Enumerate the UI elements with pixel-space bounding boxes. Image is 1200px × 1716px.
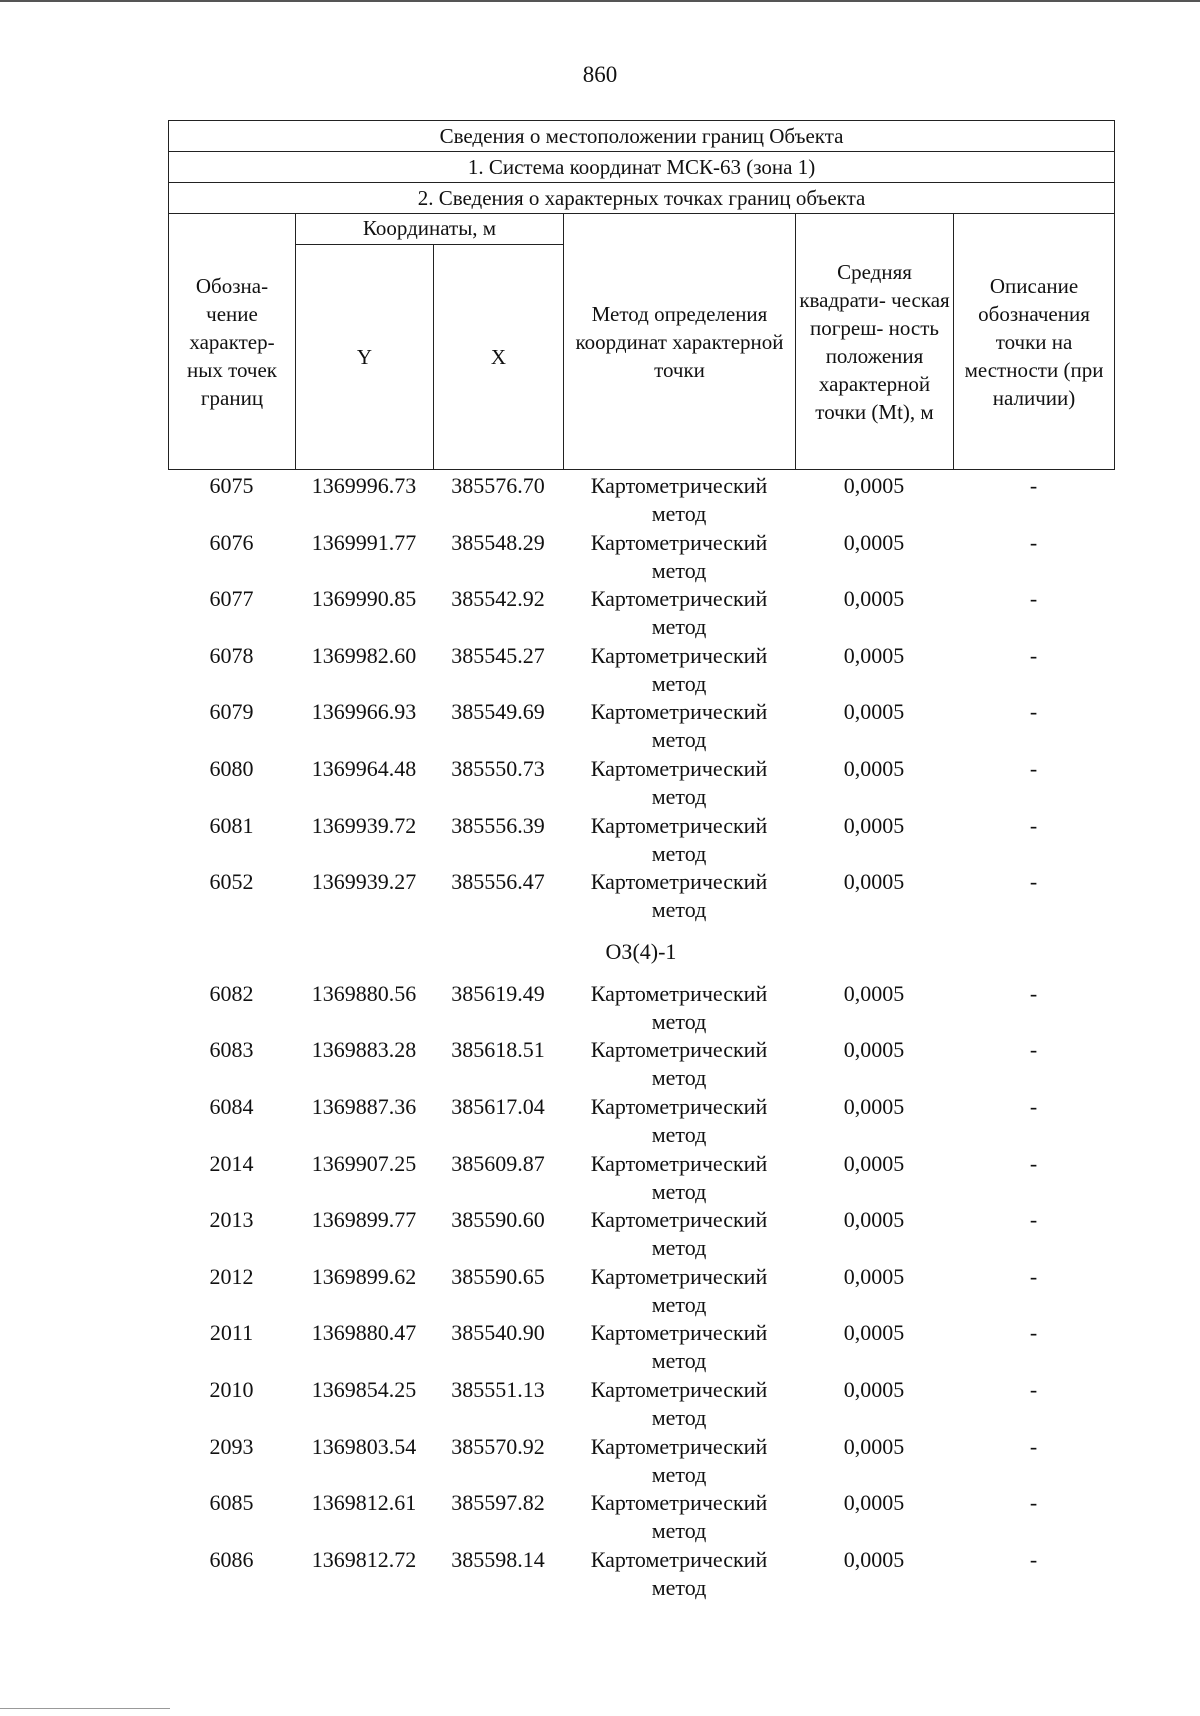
point-id-cell: 6084 <box>209 1093 254 1119</box>
col-header-coordinates: Координаты, м <box>296 214 564 245</box>
top-border-line <box>0 0 1200 2</box>
method-cell: Картометрический метод <box>590 1433 768 1487</box>
coord-y-cell: 1369990.85 <box>311 586 417 612</box>
error-cell: 0,0005 <box>843 529 905 555</box>
error-cell: 0,0005 <box>843 755 905 781</box>
error-cell: 0,0005 <box>843 1093 905 1119</box>
rows-group-a <box>168 472 1114 925</box>
coord-x-cell: 385545.27 <box>451 642 545 668</box>
point-id-cell: 6080 <box>209 755 254 781</box>
table-row <box>168 1319 1114 1376</box>
method-cell: Картометрический метод <box>590 1320 768 1374</box>
point-id-cell: 2010 <box>209 1376 254 1402</box>
point-id-cell: 6083 <box>209 1037 254 1063</box>
point-id-cell: 6081 <box>209 812 254 838</box>
method-cell: Картометрический метод <box>590 1207 768 1261</box>
point-id-cell: 6079 <box>209 699 254 725</box>
coord-x-cell: 385540.90 <box>451 1320 545 1346</box>
error-cell: 0,0005 <box>843 1207 905 1233</box>
error-cell: 0,0005 <box>843 812 905 838</box>
table-row <box>168 1433 1114 1490</box>
error-cell: 0,0005 <box>843 869 905 895</box>
method-cell: Картометрический метод <box>590 1490 768 1544</box>
point-id-cell: 6086 <box>209 1546 254 1572</box>
error-cell: 0,0005 <box>843 1150 905 1176</box>
point-id-cell: 2011 <box>209 1320 254 1346</box>
coordinates-header-table <box>168 120 1115 470</box>
coord-x-cell: 385618.51 <box>451 1037 545 1063</box>
error-cell: 0,0005 <box>843 1037 905 1063</box>
coord-y-cell: 1369899.62 <box>311 1263 417 1289</box>
coord-y-cell: 1369812.72 <box>311 1546 417 1572</box>
description-cell: - <box>1029 1037 1038 1063</box>
coord-y-cell: 1369887.36 <box>311 1093 417 1119</box>
method-cell: Картометрический метод <box>590 1546 768 1600</box>
description-cell: - <box>1029 812 1038 838</box>
description-cell: - <box>1029 869 1038 895</box>
table-row <box>168 698 1114 755</box>
table-row <box>168 642 1114 699</box>
col-header-description: Описание обозначения точки на местности (при наличии) <box>954 214 1115 470</box>
coord-y-cell: 1369803.54 <box>311 1433 417 1459</box>
coord-x-cell: 385556.47 <box>451 869 545 895</box>
coord-y-cell: 1369883.28 <box>311 1037 417 1063</box>
description-cell: - <box>1029 642 1038 668</box>
table-row <box>168 1263 1114 1320</box>
method-cell: Картометрический метод <box>590 1150 768 1204</box>
point-id-cell: 2093 <box>209 1433 254 1459</box>
method-cell: Картометрический метод <box>590 586 768 640</box>
method-cell: Картометрический метод <box>590 1263 768 1317</box>
method-cell: Картометрический метод <box>590 980 768 1034</box>
coord-y-cell: 1369966.93 <box>311 699 417 725</box>
coord-x-cell: 385556.39 <box>451 812 545 838</box>
method-cell: Картометрический метод <box>590 473 768 526</box>
description-cell: - <box>1029 980 1038 1006</box>
description-cell: - <box>1029 1263 1038 1289</box>
coord-x-cell: 385550.73 <box>451 755 545 781</box>
table-row <box>168 1093 1114 1150</box>
coord-x-cell: 385548.29 <box>451 529 545 555</box>
method-cell: Картометрический метод <box>590 812 768 866</box>
description-cell: - <box>1029 1490 1038 1516</box>
table-row <box>168 755 1114 812</box>
error-cell: 0,0005 <box>843 1433 905 1459</box>
coord-x-cell: 385570.92 <box>451 1433 545 1459</box>
point-id-cell: 6078 <box>209 642 254 668</box>
table-row <box>168 1206 1114 1263</box>
coord-x-cell: 385609.87 <box>451 1150 545 1176</box>
rows-group-b <box>168 980 1114 1603</box>
table-row <box>168 1150 1114 1207</box>
description-cell: - <box>1029 1093 1038 1119</box>
table-row <box>168 1546 1114 1603</box>
description-cell: - <box>1029 473 1038 498</box>
point-id-cell: 6077 <box>209 586 254 612</box>
method-cell: Картометрический метод <box>590 1093 768 1147</box>
coord-y-cell: 1369899.77 <box>311 1207 417 1233</box>
method-cell: Картометрический метод <box>590 642 768 696</box>
bottom-edge-line <box>0 1708 170 1709</box>
coord-y-cell: 1369964.48 <box>311 755 417 781</box>
coord-x-cell: 385597.82 <box>451 1490 545 1516</box>
method-cell: Картометрический метод <box>590 755 768 809</box>
table-row <box>168 529 1114 586</box>
section-label: ОЗ(4)-1 <box>605 939 677 965</box>
point-id-cell: 6075 <box>209 473 254 498</box>
point-id-cell: 6052 <box>209 869 254 895</box>
method-cell: Картометрический метод <box>590 699 768 753</box>
description-cell: - <box>1029 1320 1038 1346</box>
point-id-cell: 2013 <box>209 1207 254 1233</box>
method-cell: Картометрический метод <box>590 1376 768 1430</box>
coord-y-cell: 1369991.77 <box>311 529 417 555</box>
coord-x-cell: 385619.49 <box>451 980 545 1006</box>
coord-y-cell: 1369880.56 <box>311 980 417 1006</box>
description-cell: - <box>1029 1207 1038 1233</box>
description-cell: - <box>1029 529 1038 555</box>
description-cell: - <box>1029 586 1038 612</box>
col-header-error: Средняя квадрати- ческая погреш- ность положения характерной точки (Mt), м <box>796 214 954 470</box>
error-cell: 0,0005 <box>843 980 905 1006</box>
error-cell: 0,0005 <box>843 1546 905 1572</box>
point-id-cell: 6082 <box>209 980 254 1006</box>
table-row <box>168 812 1114 869</box>
col-header-y: Y <box>296 245 434 470</box>
description-cell: - <box>1029 1546 1038 1572</box>
coord-x-cell: 385576.70 <box>451 473 545 498</box>
method-cell: Картометрический метод <box>590 1037 768 1091</box>
description-cell: - <box>1029 1376 1038 1402</box>
table-row <box>168 1489 1114 1546</box>
error-cell: 0,0005 <box>843 642 905 668</box>
coord-y-cell: 1369907.25 <box>311 1150 417 1176</box>
coord-y-cell: 1369996.73 <box>311 473 417 498</box>
error-cell: 0,0005 <box>843 1490 905 1516</box>
coord-x-cell: 385549.69 <box>451 699 545 725</box>
method-cell: Картометрический метод <box>590 869 768 923</box>
coord-x-cell: 385590.60 <box>451 1207 545 1233</box>
coord-y-cell: 1369939.27 <box>311 869 417 895</box>
table-row <box>168 1376 1114 1433</box>
error-cell: 0,0005 <box>843 586 905 612</box>
coord-y-cell: 1369880.47 <box>311 1320 417 1346</box>
section-group <box>168 925 1114 980</box>
description-cell: - <box>1029 755 1038 781</box>
error-cell: 0,0005 <box>843 1320 905 1346</box>
table-row <box>168 868 1114 925</box>
description-cell: - <box>1029 1433 1038 1459</box>
section-row <box>168 925 1114 980</box>
table-row <box>168 472 1114 529</box>
col-header-x: X <box>434 245 564 470</box>
coord-y-cell: 1369812.61 <box>311 1490 417 1516</box>
coord-x-cell: 385617.04 <box>451 1093 545 1119</box>
coord-x-cell: 385542.92 <box>451 586 545 612</box>
header-title-2: 1. Система координат МСК-63 (зона 1) <box>169 152 1115 183</box>
coord-y-cell: 1369939.72 <box>311 812 417 838</box>
point-id-cell: 2012 <box>209 1263 254 1289</box>
coord-x-cell: 385551.13 <box>451 1376 545 1402</box>
error-cell: 0,0005 <box>843 1376 905 1402</box>
error-cell: 0,0005 <box>843 699 905 725</box>
coord-y-cell: 1369982.60 <box>311 642 417 668</box>
coord-x-cell: 385598.14 <box>451 1546 545 1572</box>
method-cell: Картометрический метод <box>590 529 768 583</box>
point-id-cell: 6085 <box>209 1490 254 1516</box>
header-title-1: Сведения о местоположении границ Объекта <box>169 121 1115 152</box>
coordinates-data-table <box>168 472 1114 1602</box>
page-number: 860 <box>582 62 618 87</box>
coord-y-cell: 1369854.25 <box>311 1376 417 1402</box>
description-cell: - <box>1029 1150 1038 1176</box>
table-row <box>168 585 1114 642</box>
description-cell: - <box>1029 699 1038 725</box>
error-cell: 0,0005 <box>843 1263 905 1289</box>
col-header-method: Метод определения координат характерной точки <box>564 214 796 470</box>
coord-x-cell: 385590.65 <box>451 1263 545 1289</box>
point-id-cell: 2014 <box>209 1150 254 1176</box>
point-id-cell: 6076 <box>209 529 254 555</box>
table-row <box>168 1036 1114 1093</box>
table-row <box>168 980 1114 1037</box>
error-cell: 0,0005 <box>843 473 905 498</box>
header-title-3: 2. Сведения о характерных точках границ объекта <box>169 183 1115 214</box>
col-header-designation: Обозна- чение характер- ных точек границ <box>169 214 296 470</box>
